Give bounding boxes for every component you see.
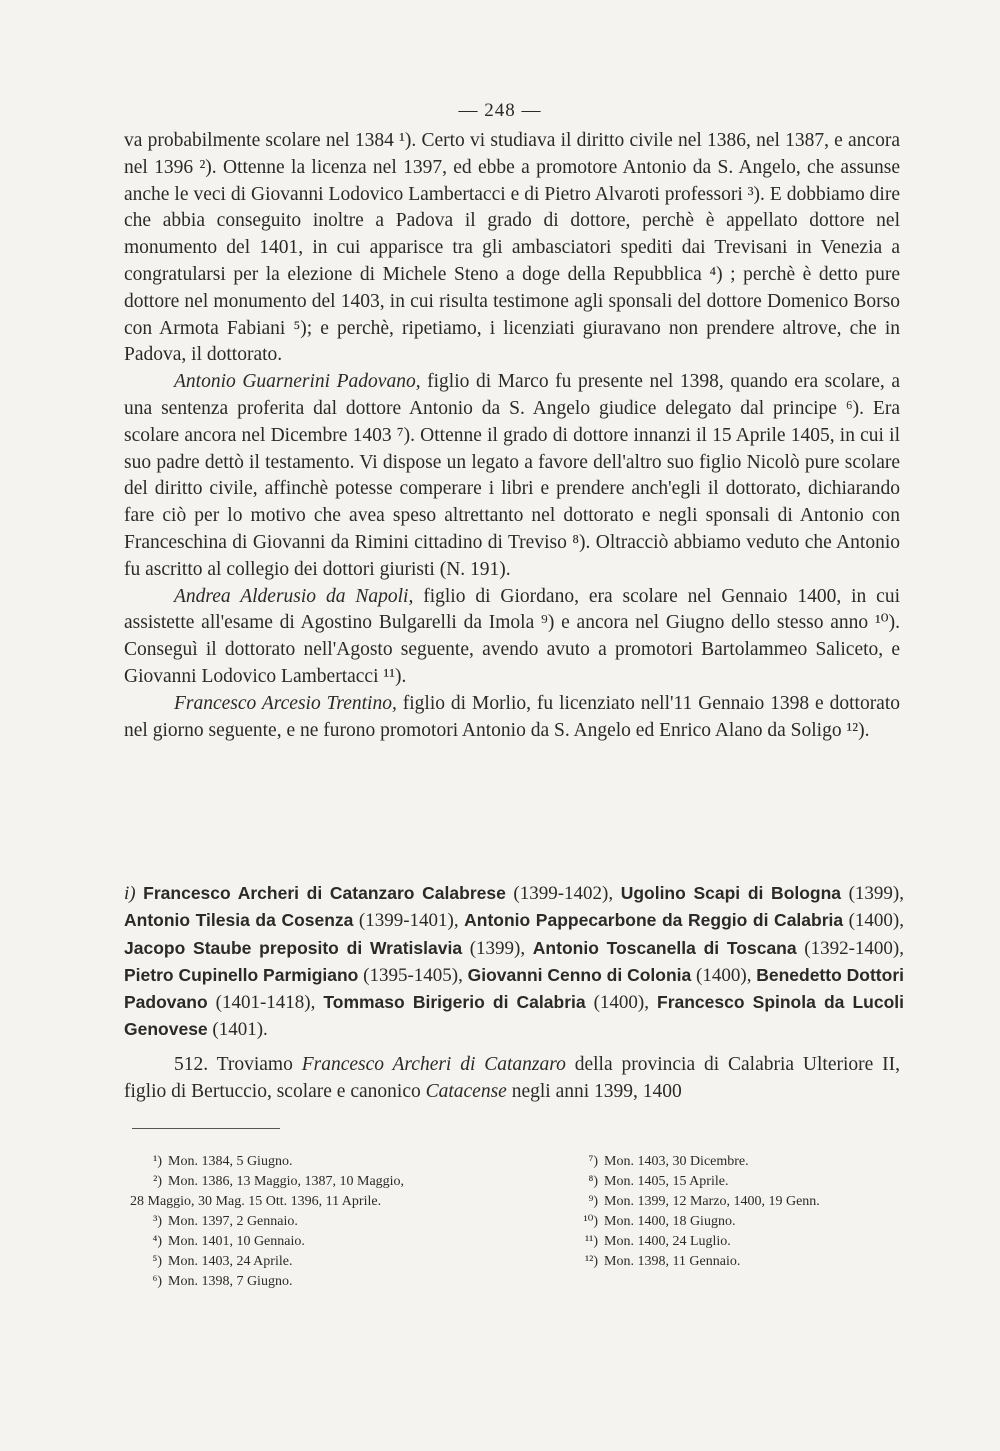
footnote: ¹) Mon. 1384, 5 Giugno. <box>153 1154 293 1169</box>
page-number: — 248 — <box>458 100 542 121</box>
paragraph-4 <box>124 691 900 745</box>
footnote: ³) Mon. 1397, 2 Gennaio. <box>153 1214 298 1229</box>
list-item: Antonio Pappecarbone da Reggio di Calabria (1400), <box>464 910 905 932</box>
paragraph-4-text: figlio di Morlio, fu licenziato nell'11 Gennaio 1398 e dottorato nel giorno seguente, e ne furono promotori Antonio da S. Angelo ed Enrico Alano da Soligo ¹²). <box>124 692 901 741</box>
list-item: Tommaso Birigerio di Calabria (1400), <box>323 992 657 1014</box>
paragraph-3-text: , figlio di Giordano, era scolare nel Gennaio 1400, in cui assistette all'esame di Agostino Bulgarelli da Imola ⁹) e ancora nel Giugno dello stesso anno ¹⁰). Conseguì il dottorato nell'Agosto seguente, avendo avuto a promotori Bartolammeo Saliceto, e Giovanni Lodovico Lambertacci ¹¹). <box>124 585 900 687</box>
footnote: ¹²) Mon. 1398, 11 Gennaio. <box>584 1254 741 1269</box>
place-name: Catacense <box>425 1080 507 1102</box>
footnote: ⁸) Mon. 1405, 15 Aprile. <box>588 1174 729 1189</box>
names-list <box>124 880 904 1044</box>
footnote: ¹⁰) Mon. 1400, 18 Giugno. <box>583 1214 736 1229</box>
list-item: Francesco Archeri di Catanzaro Calabrese (1399-1402), <box>143 883 621 904</box>
footnote: ²) Mon. 1386, 13 Maggio, 1387, 10 Maggio, <box>153 1174 405 1189</box>
footnotes-left-column <box>130 1152 530 1292</box>
paragraph-2-text: figlio di Marco fu presente nel 1398, quando era scolare, a una sentenza proferita dal dottore Antonio da S. Angelo giudice delegato dal principe ⁶). Era scolare ancora nel Dicembre 1403 ⁷). Ottenne il grado di dottore innanzi il 15 Aprile 1405, in cui il suo padre dettò il testamento. Vi dispose un legato a favore dell'altro suo figlio Nicolò pure scolare del diritto civile, affinchè potesse comperare i libri e prendere anch'egli il dottorato, dichiarando fare ciò per lo motivo che avea speso altrettanto nel dottorato e negli sponsali di Antonio con Franceschina di Giovanni da Rimini cittadino di Treviso ⁸). Oltracciò abbiamo veduto che Antonio fu ascritto al collegio dei dottori giuristi (N. 191). <box>124 371 900 580</box>
list-item: Ugolino Scapi di Bologna (1399), <box>620 883 905 904</box>
footnote-divider <box>132 1128 280 1129</box>
footnote-continuation: 28 Maggio, 30 Mag. 15 Ott. 1396, 11 Aprile. <box>130 1194 382 1209</box>
body-text <box>124 128 900 744</box>
footnote: ⁵) Mon. 1403, 24 Aprile. <box>152 1254 293 1269</box>
footnotes-right-column <box>566 1152 906 1272</box>
person-name: Antonio Guarnerini Padovano, <box>174 371 421 393</box>
footnote: ⁹) Mon. 1399, 12 Marzo, 1400, 19 Genn. <box>588 1194 820 1209</box>
footnote: ⁷) Mon. 1403, 30 Dicembre. <box>588 1154 749 1169</box>
section-number: 512. <box>174 1054 209 1075</box>
person-name: Francesco Arcesio Trentino, <box>174 692 397 714</box>
footnote: ⁶) Mon. 1398, 7 Giugno. <box>152 1274 293 1289</box>
footnote: ¹¹) Mon. 1400, 24 Luglio. <box>584 1234 731 1249</box>
footnote: ⁴) Mon. 1401, 10 Gennaio. <box>152 1234 305 1249</box>
paragraph-1: va probabilmente scolare nel 1384 ¹). Certo vi studiava il diritto civile nel 1386, nel 1387, e ancora nel 1396 ²). Ottenne la licenza nel 1397, ed ebbe a promotore Antonio da S. Angelo, che assunse anche le veci di Giovanni Lodovico Lambertacci e di Pietro Alvaroti professori ³). E dobbiamo dire che abbia conseguito inoltre a Padova il grado di dottore, perchè è appellato dottore nel monumento del 1401, in cui apparisce tra gli ambasciatori spediti dai Trevisani in Venezia a congratularsi per la elezione di Michele Steno a doge della Repubblica ⁴) ; perchè è detto pure dottore nel monumento del 1403, in cui risulta testimone agli sponsali del dottore Domenico Borso con Armota Fabiani ⁵); e perchè, ripetiamo, i licenziati giuravano non prendere altrove, che in Padova, il dottorato. <box>124 130 900 366</box>
paragraph-2 <box>124 369 900 583</box>
list-item: Antonio Tilesia da Cosenza (1399-1401), <box>124 910 465 932</box>
list-marker: i) <box>124 883 136 904</box>
person-name: Andrea Alderusio da Napoli <box>174 585 409 607</box>
list-item: Benedetto Dottori Padovano (1401-1418), <box>124 964 904 1014</box>
person-name: Francesco Archeri di Catanzaro <box>301 1054 566 1075</box>
section-512 <box>124 1052 900 1106</box>
paragraph-3 <box>124 584 900 691</box>
list-item: Giovanni Cenno di Colonia (1400), <box>467 964 757 986</box>
list-item: Antonio Toscanella di Toscana (1392-1400), <box>532 937 904 959</box>
list-item: Jacopo Staube preposito di Wratislavia (1399), <box>124 937 533 959</box>
list-item: Pietro Cupinello Parmigiano (1395-1405), <box>124 964 468 986</box>
list-item: Francesco Spinola da Lucoli Genovese (1401). <box>124 992 905 1041</box>
paragraph-512: 512. Troviamo Francesco Archeri di Catanzaro della provincia di Calabria Ulteriore II, figlio di Bertuccio, scolare e canonico Catacense negli anni 1399, 1400 <box>124 1054 901 1102</box>
